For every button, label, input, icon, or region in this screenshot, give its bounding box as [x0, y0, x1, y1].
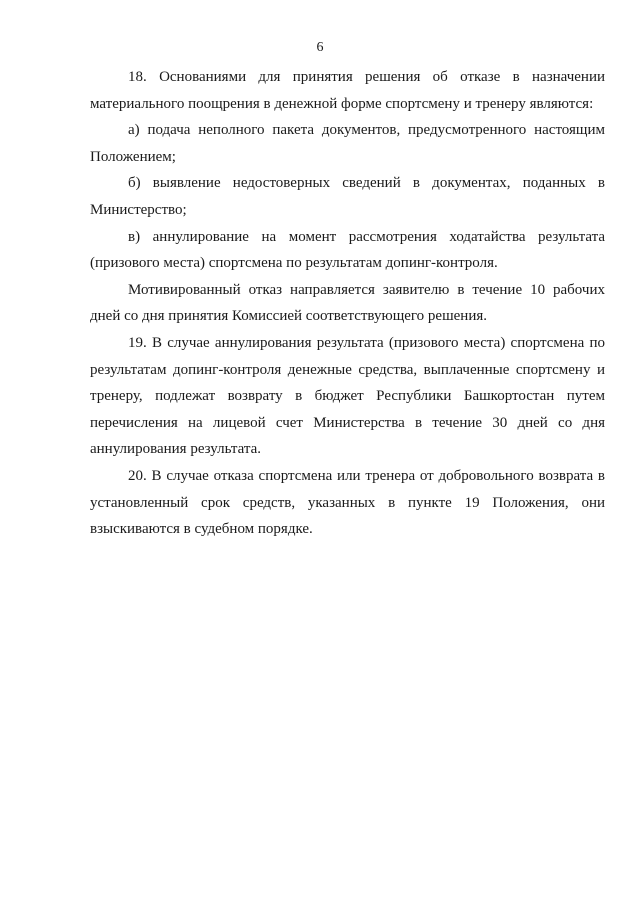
document-body: [90, 64, 605, 543]
paragraph-20: 20. В случае отказа спортсмена или тренера от добровольного возврата в установленный срок средств, указанных в пункте 19 Положения, они взыскиваются в судебном порядке.: [90, 467, 605, 538]
paragraph-18: 18. Основаниями для принятия решения об отказе в назначении материального поощрения в денежной форме спортсмену и тренеру являются:: [90, 69, 605, 112]
paragraph-18-b: б) выявление недостоверных сведений в документах, поданных в Министерство;: [90, 175, 605, 218]
paragraph-19: 19. В случае аннулирования результата (призового места) спортсмена по результатам допинг-контроля денежные средства, выплаченные спортсмену и тренеру, подлежат возврату в бюджет Республики Башкортостан путем перечисления на лицевой счет Министерства в течение 30 дней со дня аннулирования результата.: [90, 334, 605, 458]
paragraph-refusal-notice: Мотивированный отказ направляется заявителю в течение 10 рабочих дней со дня принятия Комиссией соответствующего решения.: [90, 281, 605, 325]
paragraph-18-v: в) аннулирование на момент рассмотрения ходатайства результата (призового места) спортсмена по результатам допинг-контроля.: [90, 228, 605, 272]
paragraph-18-a: а) подача неполного пакета документов, предусмотренного настоящим Положением;: [90, 122, 605, 165]
page-number: 6: [316, 40, 324, 55]
